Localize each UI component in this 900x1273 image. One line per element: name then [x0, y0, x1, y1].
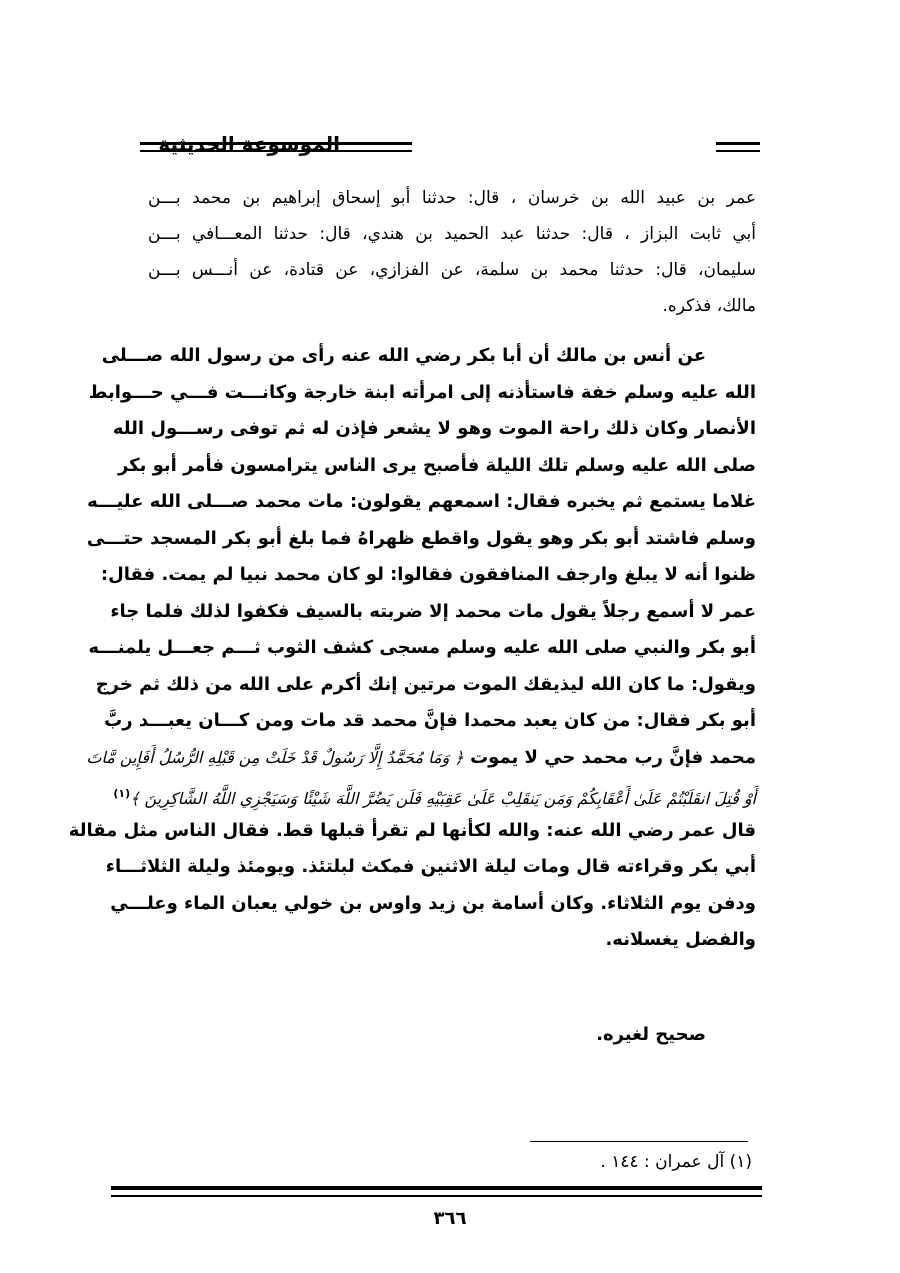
- matn-line: عن أنس بن مالك أن أبا بكر رضي الله عنه رأى من رسول الله صـــلى: [101, 345, 706, 366]
- isnad-line: مالك، فذكره.: [662, 296, 756, 316]
- header-title: الموسوعة الحديثية: [158, 132, 340, 156]
- matn-line12-prefix: محمد فإنَّ رب محمد حي لا يموت: [470, 746, 756, 768]
- footer-rule-thick: [111, 1186, 762, 1194]
- header-rule-right: [716, 142, 760, 152]
- matn-line: الله عليه وسلم خفة فاستأذنه إلى امرأته ابنة خارجة وكانـــت فـــي حـــوابط: [88, 381, 756, 403]
- header-rule-left: [140, 142, 412, 152]
- page-number: ٣٦٦: [433, 1208, 467, 1229]
- matn-line: الأنصار وكان ذلك راحة الموت وهو لا يشعر فإذن له ثم توفى رســـول الله: [112, 418, 756, 439]
- matn-line: غلاما يستمع ثم يخبره فقال: اسمعهم يقولون: مات محمد صـــلى الله عليـــه: [87, 491, 756, 512]
- matn-line-with-quran: [86, 740, 756, 777]
- quran-verse-part2: أَوْ قُتِلَ انقَلَبْتُمْ عَلَىٰ أَعْقَابِكُمْ وَمَن يَنقَلِبْ عَلَىٰ عَقِبَيْهِ فَلَن يَضُرَّ اللَّهَ شَيْئًا وَسَيَجْزِي اللَّهُ الشَّاكِرِينَ ﴾: [130, 789, 756, 808]
- footnote-separator: [530, 1141, 748, 1142]
- matn-line: أبي بكر وقراءته قال ومات ليلة الاثنين فمكث لبلتئذ. ويومئذ وليلة الثلاثـــاء: [105, 856, 756, 877]
- matn-line: ويقول: ما كان الله ليذيقك الموت مرتين إنك أكرم على الله من ذلك ثم خرج: [95, 673, 756, 695]
- matn-line: والفضل يغسلانه.: [605, 929, 756, 950]
- matn-line: عمر لا أسمع رجلاً يقول مات محمد إلا ضربته بالسيف فكفوا لذلك فلما جاء: [110, 600, 756, 622]
- isnad-line: أبي ثابت البزاز ، قال: حدثنا عبد الحميد بن هندي، قال: حدثنا المعـــافي بـــن: [148, 224, 756, 244]
- matn-line: ودفن يوم الثلاثاء. وكان أسامة بن زيد واوس بن خولي يعبان الماء وعلـــي: [110, 892, 756, 914]
- isnad-line: عمر بن عبيد الله بن خرسان ، قال: حدثنا أبو إسحاق إبراهيم بن محمد بـــن: [148, 188, 756, 208]
- matn-line: وسلم فاشتد أبو بكر وهو يقول واقطع ظهراهُ فما بلغ أبو بكر المسجد حتـــى: [86, 527, 756, 549]
- matn-line: أبو بكر فقال: من كان يعبد محمدا فإنَّ محمد قد مات ومن كـــان يعبـــد ربَّ: [104, 710, 756, 731]
- matn-paragraph: [68, 338, 756, 959]
- quran-line: [113, 776, 756, 813]
- quran-verse-part1: ﴿ وَمَا مُحَمَّدٌ إِلَّا رَسُولٌ قَدْ خَلَتْ مِن قَبْلِهِ الرُّسُلُ أَفَإِين مَّاتَ: [86, 747, 464, 767]
- hadith-verdict: صحيح لغيره.: [596, 1024, 706, 1045]
- footnote-marker[interactable]: (١): [113, 787, 131, 800]
- running-header: [140, 128, 760, 168]
- matn-line: قال عمر رضي الله عنه: والله لكأنها لم تقرأ قبلها قط. فقال الناس مثل مقالة: [68, 819, 756, 841]
- matn-line: صلى الله عليه وسلم تلك الليلة فأصبح يرى الناس يترامسون فأمر أبو بكر: [117, 454, 756, 476]
- footnote-text: (١) آل عمران : ١٤٤ .: [600, 1152, 752, 1172]
- isnad-line: سليمان، قال: حدثنا محمد بن سلمة، عن الفزازي، عن قتادة، عن أنـــس بـــن: [148, 260, 756, 280]
- footer-rule-thin: [111, 1195, 762, 1197]
- matn-line: ظنوا أنه لا يبلغ وارجف المنافقون فقالوا: لو كان محمد نبيا لم يمت. فقال:: [100, 564, 756, 585]
- isnad-paragraph: [148, 180, 756, 324]
- matn-line: أبو بكر والنبي صلى الله عليه وسلم مسجى كشف الثوب ثـــم جعـــل يلمنـــه: [88, 637, 756, 658]
